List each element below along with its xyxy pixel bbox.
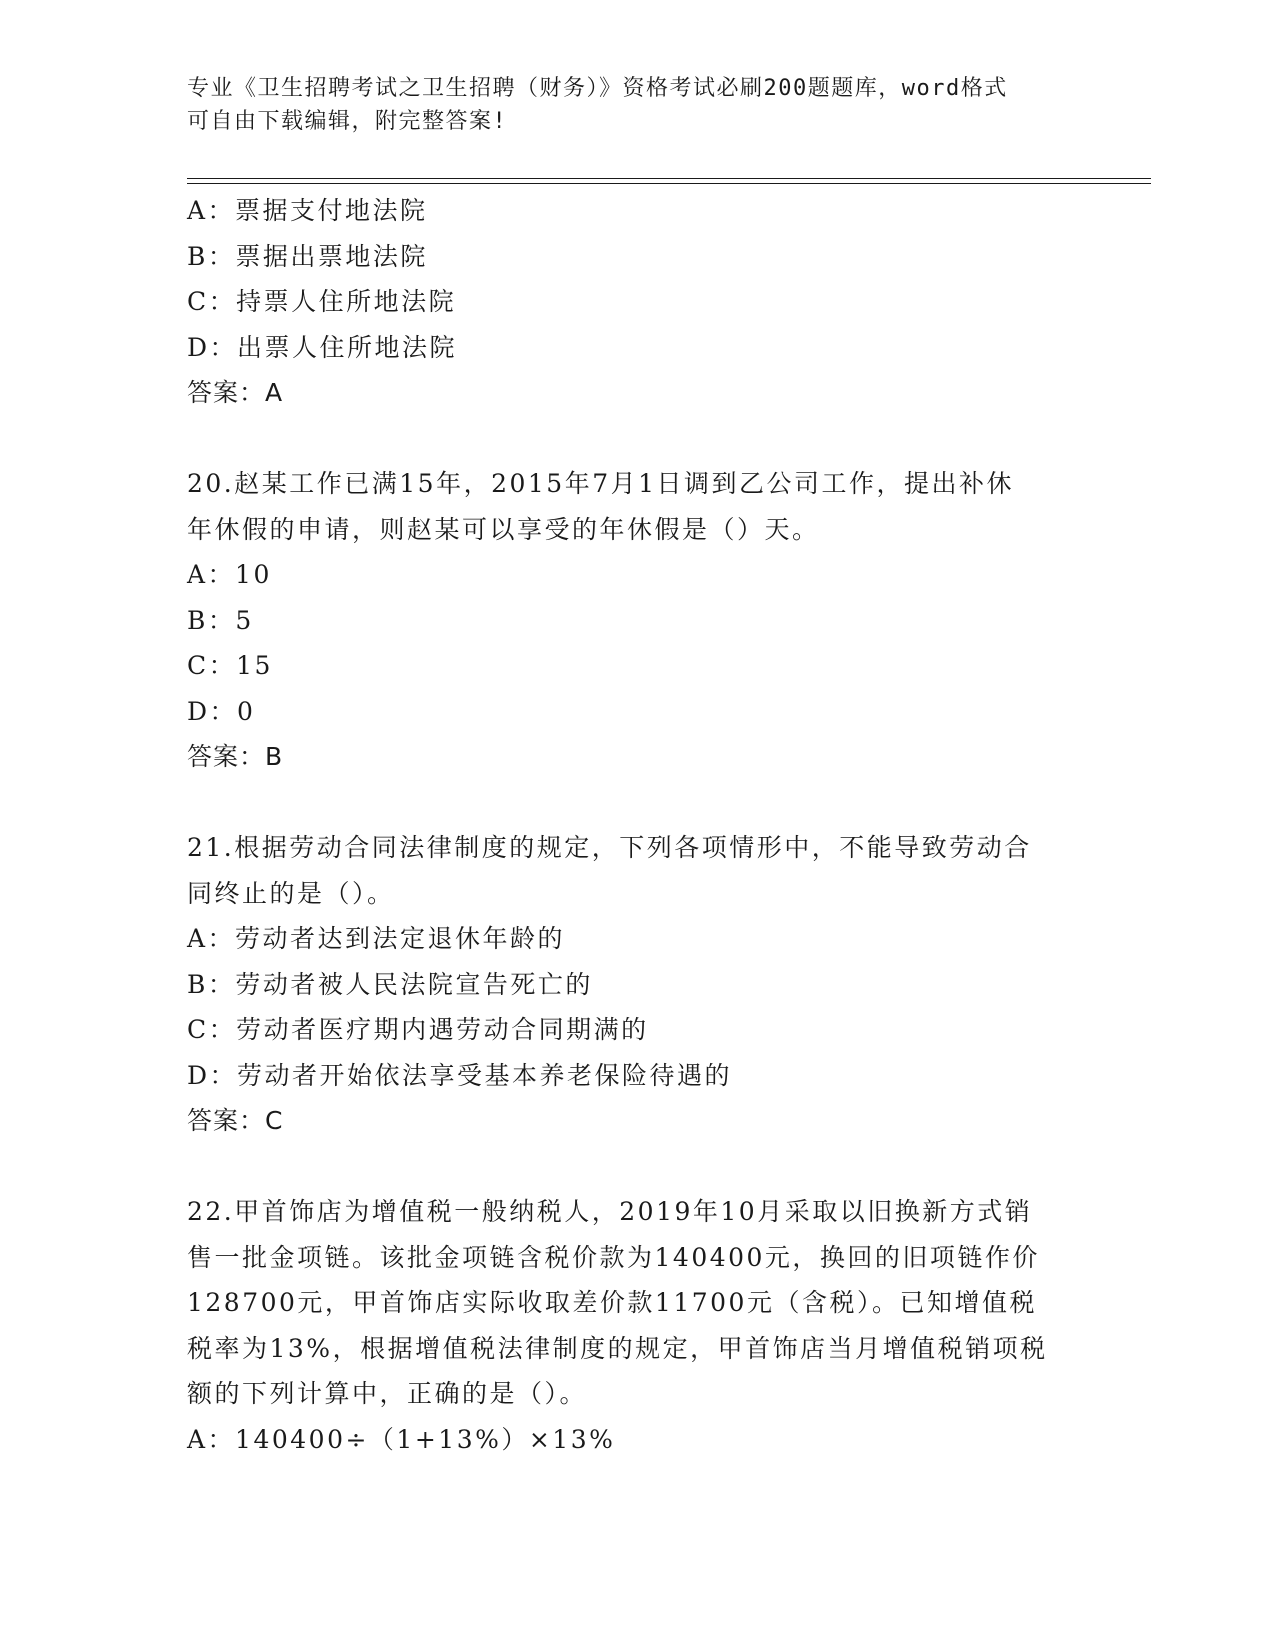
stem-line: 20.赵某工作已满15年，2015年7月1日调到乙公司工作，提出补休 bbox=[187, 469, 1015, 498]
stem-line: 128700元，甲首饰店实际收取差价款11700元（含税）。已知增值税 bbox=[187, 1288, 1037, 1317]
option-d: D：0 bbox=[187, 696, 256, 726]
question-22 bbox=[187, 1189, 1087, 1462]
answer-line: 答案：B bbox=[187, 742, 284, 771]
answer-line: 答案：C bbox=[187, 1106, 284, 1135]
option-b: B：5 bbox=[187, 605, 254, 635]
option-a: A：劳动者达到法定退休年龄的 bbox=[187, 924, 566, 953]
option-d: D：出票人住所地法院 bbox=[187, 332, 458, 362]
header-line-1: 专业《卫生招聘考试之卫生招聘（财务）》资格考试必刷200题题库，word格式 bbox=[187, 76, 1008, 101]
stem-line: 额的下列计算中，正确的是（）。 bbox=[187, 1379, 588, 1408]
stem-line: 21.根据劳动合同法律制度的规定，下列各项情形中，不能导致劳动合 bbox=[187, 833, 1032, 862]
question-20 bbox=[187, 461, 1087, 780]
question-19 bbox=[187, 188, 1087, 416]
header-divider-bottom bbox=[187, 183, 1151, 184]
option-b: B：票据出票地法院 bbox=[187, 241, 428, 271]
spacer bbox=[187, 416, 1087, 462]
answer-line: 答案：A bbox=[187, 378, 284, 407]
question-list bbox=[187, 188, 1087, 1462]
stem-line: 年休假的申请，则赵某可以享受的年休假是（）天。 bbox=[187, 514, 820, 544]
header-line-2: 可自由下载编辑，附完整答案! bbox=[187, 109, 508, 134]
stem-line: 售一批金项链。该批金项链含税价款为140400元，换回的旧项链作价 bbox=[187, 1242, 1040, 1272]
document-header bbox=[187, 72, 1077, 138]
option-a: A：140400÷（1+13%）×13% bbox=[187, 1424, 616, 1454]
question-stem bbox=[187, 461, 1087, 552]
option-c: C：劳动者医疗期内遇劳动合同期满的 bbox=[187, 1015, 649, 1044]
option-a: A：票据支付地法院 bbox=[187, 196, 428, 225]
question-21 bbox=[187, 825, 1087, 1144]
stem-line: 税率为13%，根据增值税法律制度的规定，甲首饰店当月增值税销项税 bbox=[187, 1333, 1048, 1363]
option-b: B：劳动者被人民法院宣告死亡的 bbox=[187, 969, 593, 999]
question-stem bbox=[187, 1189, 1087, 1417]
spacer bbox=[187, 780, 1087, 826]
question-stem bbox=[187, 825, 1087, 916]
spacer bbox=[187, 1144, 1087, 1190]
option-c: C：15 bbox=[187, 651, 273, 680]
option-a: A：10 bbox=[187, 560, 272, 589]
stem-line: 22.甲首饰店为增值税一般纳税人，2019年10月采取以旧换新方式销 bbox=[187, 1197, 1033, 1226]
option-c: C：持票人住所地法院 bbox=[187, 287, 457, 316]
header-divider-top bbox=[187, 178, 1151, 179]
stem-line: 同终止的是（）。 bbox=[187, 878, 395, 908]
option-d: D：劳动者开始依法享受基本养老保险待遇的 bbox=[187, 1060, 733, 1090]
